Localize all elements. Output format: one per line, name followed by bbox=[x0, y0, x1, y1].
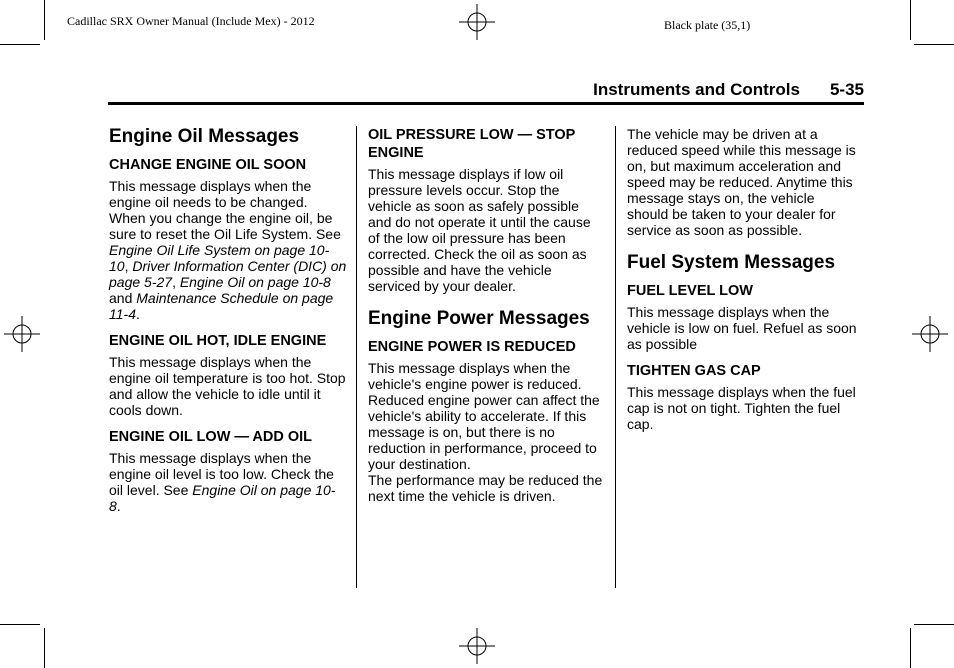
paragraph-fuel-low: This message displays when the vehicle is low on fuel. Refuel as soon as possible bbox=[627, 304, 857, 352]
crop-mark-top-right-h bbox=[914, 44, 954, 45]
paragraph-power-reduced: This message displays when the vehicle's engine power is reduced. Reduced engine power can affect the vehicle's ability to accelerate. If this message is on, but there is no reduction in performance, proceed to your destination. The performance may be reduced the next time the vehicle is driven. bbox=[368, 360, 603, 504]
crop-mark-top-right-v bbox=[910, 0, 911, 40]
paragraph-change-oil: This message displays when the engine oil needs to be changed. When you change the engine oil, be sure to reset the Oil Life System. See Engine Oil Life System on page 10-10, Driver Information Center (DIC) on page 5-27, Engine Oil on page 10-8 and Maintenance Schedule on page 11-4. bbox=[109, 178, 347, 322]
subheading-gas-cap: TIGHTEN GAS CAP bbox=[627, 363, 761, 379]
cross-reference-link[interactable]: Engine Oil on page 10-8 bbox=[179, 274, 331, 290]
registration-mark-top-icon bbox=[459, 4, 495, 40]
subheading-fuel-low: FUEL LEVEL LOW bbox=[627, 283, 753, 299]
page-number: 5-35 bbox=[829, 80, 864, 99]
column-divider-1 bbox=[356, 126, 357, 588]
plate-info-right: Black plate (35,1) bbox=[664, 18, 751, 32]
paragraph-oil-low: This message displays when the engine oil level is too low. Check the oil level. See Engine Oil on page 10-8. bbox=[109, 450, 336, 514]
column-2 bbox=[368, 126, 604, 504]
cross-reference-link[interactable]: Driver Information Center (DIC) on page 5-27 bbox=[109, 258, 347, 290]
registration-mark-right-icon bbox=[912, 316, 948, 352]
column-1 bbox=[109, 126, 347, 524]
subheading-change-oil: CHANGE ENGINE OIL SOON bbox=[109, 157, 307, 173]
paragraph-oil-pressure: This message displays if low oil pressure levels occur. Stop the vehicle as soon as safely possible and do not operate it until the cause of the low oil pressure has been corrected. Check the oil as soon as possible and have the vehicle serviced by your dealer. bbox=[368, 166, 591, 294]
crop-mark-top-left-h bbox=[0, 44, 40, 45]
crop-mark-top-left-v bbox=[44, 0, 45, 40]
cross-reference-link[interactable]: Maintenance Schedule on page 11-4 bbox=[109, 290, 334, 322]
section-heading-fuel-system: Fuel System Messages bbox=[627, 252, 836, 273]
subheading-oil-low: ENGINE OIL LOW — ADD OIL bbox=[109, 429, 312, 445]
paragraph-oil-hot: This message displays when the engine oil temperature is too hot. Stop and allow the vehicle to idle until it cools down. bbox=[109, 354, 346, 418]
running-header bbox=[108, 80, 864, 100]
paragraph-gas-cap: This message displays when the fuel cap is not on tight. Tighten the fuel cap. bbox=[627, 384, 856, 432]
crop-mark-bottom-right-v bbox=[910, 628, 911, 668]
subheading-power-reduced: ENGINE POWER IS REDUCED bbox=[368, 339, 576, 355]
crop-mark-bottom-right-h bbox=[914, 624, 954, 625]
column-divider-2 bbox=[615, 126, 616, 588]
section-title: Instruments and Controls bbox=[593, 80, 800, 99]
section-heading-engine-oil: Engine Oil Messages bbox=[109, 126, 300, 147]
registration-mark-left-icon bbox=[4, 316, 40, 352]
subheading-oil-pressure: OIL PRESSURE LOW — STOP ENGINE bbox=[368, 127, 576, 161]
column-3 bbox=[627, 126, 857, 442]
registration-mark-bottom-icon bbox=[459, 628, 495, 664]
plate-info-left: Cadillac SRX Owner Manual (Include Mex) - 2012 bbox=[67, 14, 315, 28]
cross-reference-link[interactable]: Engine Oil Life System on page 10-10 bbox=[109, 242, 330, 274]
cross-reference-link[interactable]: Engine Oil on page 10-8 bbox=[109, 482, 336, 514]
subheading-oil-hot: ENGINE OIL HOT, IDLE ENGINE bbox=[109, 333, 327, 349]
section-heading-engine-power: Engine Power Messages bbox=[368, 308, 590, 329]
crop-mark-bottom-left-v bbox=[44, 628, 45, 668]
crop-mark-bottom-left-h bbox=[0, 624, 40, 625]
paragraph-power-continued: The vehicle may be driven at a reduced speed while this message is on, but maximum acceleration and speed may be reduced. Anytime this message stays on, the vehicle should be taken to your dealer for service as soon as possible. bbox=[627, 126, 856, 238]
header-rule bbox=[108, 102, 864, 105]
